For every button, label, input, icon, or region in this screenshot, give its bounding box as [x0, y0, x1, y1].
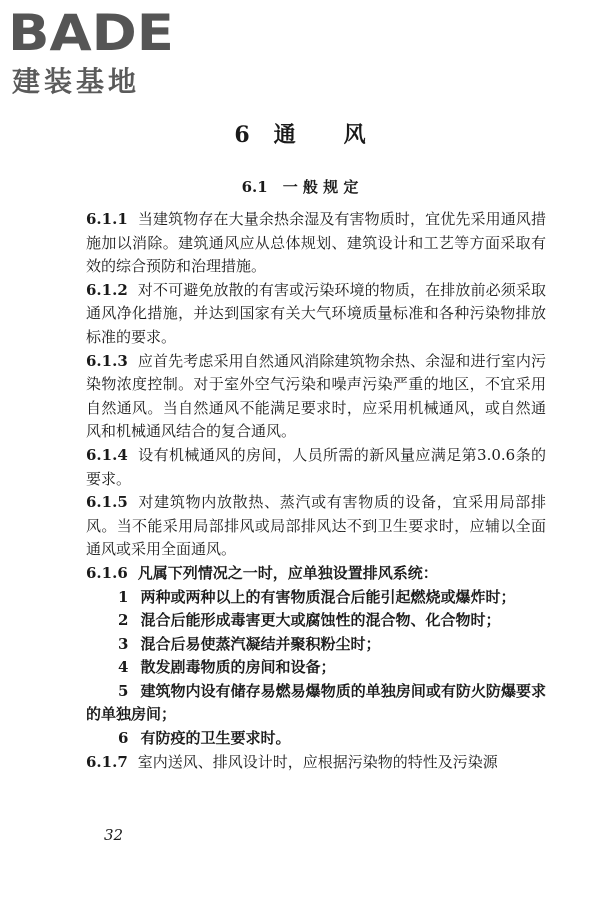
list-item: [86, 633, 546, 657]
clause-text: 室内送风、排风设计时，应根据污染物的特性及污染源: [137, 752, 498, 771]
chapter-number: 6: [234, 122, 250, 148]
list-item-number: 4: [118, 658, 129, 677]
clause-6-1-4: [86, 444, 546, 491]
list-item-number: 1: [118, 587, 129, 606]
clause-6-1-3: [86, 350, 546, 444]
list-item-number: 3: [118, 634, 129, 653]
clause-text: 凡属下列情况之一时，应单独设置排风系统：: [137, 563, 438, 582]
logo-subtitle: 建装基地: [12, 65, 141, 98]
clause-6-1-7: [86, 751, 546, 775]
clause-number: 6.1.3: [86, 351, 128, 370]
clause-number: 6.1.7: [86, 752, 128, 771]
list-item-text: 混合后能形成毒害更大或腐蚀性的混合物、化合物时；: [140, 611, 501, 630]
list-item-number: 5: [118, 681, 129, 700]
list-item-text: 两种或两种以上的有害物质混合后能引起燃烧或爆炸时；: [140, 587, 516, 606]
list-item-number: 6: [118, 729, 129, 748]
clause-number: 6.1.6: [86, 563, 128, 582]
clause-text: 应首先考虑采用自然通风消除建筑物余热、余湿和进行室内污染物浓度控制。对于室外空气污染和噪声污染严重的地区，不宜采用自然通风。当自然通风不能满足要求时，应采用机械通风，或自然通风和机械通风结合的复合通风。: [86, 351, 546, 441]
clause-number: 6.1.5: [86, 493, 128, 512]
chapter-title-char-1: 通: [273, 122, 296, 148]
chapter-title: [0, 118, 600, 149]
section-title: 6.1 一 般 规 定: [241, 178, 359, 196]
chapter-title-char-2: 风: [343, 122, 366, 148]
clause-text: 设有机械通风的房间，人员所需的新风量应满足第3.0.6条的要求。: [86, 445, 546, 488]
list-item-text: 建筑物内设有储存易燃易爆物质的单独房间或有防火防爆要求的单独房间；: [86, 681, 546, 724]
clause-text: 对不可避免放散的有害或污染环境的物质，在排放前必须采取通风净化措施，并达到国家有关大气环境质量标准和各种污染物排放标准的要求。: [86, 280, 546, 346]
list-item-number: 2: [118, 611, 129, 630]
logo-brand-text: BADE: [8, 4, 174, 60]
clause-6-1-1: [86, 208, 546, 279]
clause-6-1-2: [86, 279, 546, 350]
clause-number: 6.1.2: [86, 280, 128, 299]
list-item: [86, 586, 546, 610]
page-number: 32: [104, 826, 124, 844]
body-text: [86, 208, 546, 774]
list-item-text: 有防疫的卫生要求时。: [140, 729, 291, 748]
list-item-text: 散发剧毒物质的房间和设备；: [140, 658, 336, 677]
list-item-text: 混合后易使蒸汽凝结并聚积粉尘时；: [140, 634, 381, 653]
list-item: [86, 727, 546, 751]
clause-number: 6.1.4: [86, 445, 128, 464]
clause-6-1-6: [86, 562, 546, 586]
bade-logo-mark: [8, 4, 178, 60]
list-item: [86, 680, 546, 727]
clause-6-1-5: [86, 491, 546, 562]
list-item: [86, 609, 546, 633]
bade-logo: [8, 4, 178, 100]
clause-text: 当建筑物存在大量余热余湿及有害物质时，宜优先采用通风措施加以消除。建筑通风应从总体规划、建筑设计和工艺等方面采取有效的综合预防和治理措施。: [86, 210, 546, 276]
list-item: [86, 656, 546, 680]
clause-number: 6.1.1: [86, 210, 128, 228]
clause-text: 对建筑物内放散热、蒸汽或有害物质的设备，宜采用局部排风。当不能采用局部排风或局部排风达不到卫生要求时，应辅以全面通风或采用全面通风。: [86, 493, 546, 559]
